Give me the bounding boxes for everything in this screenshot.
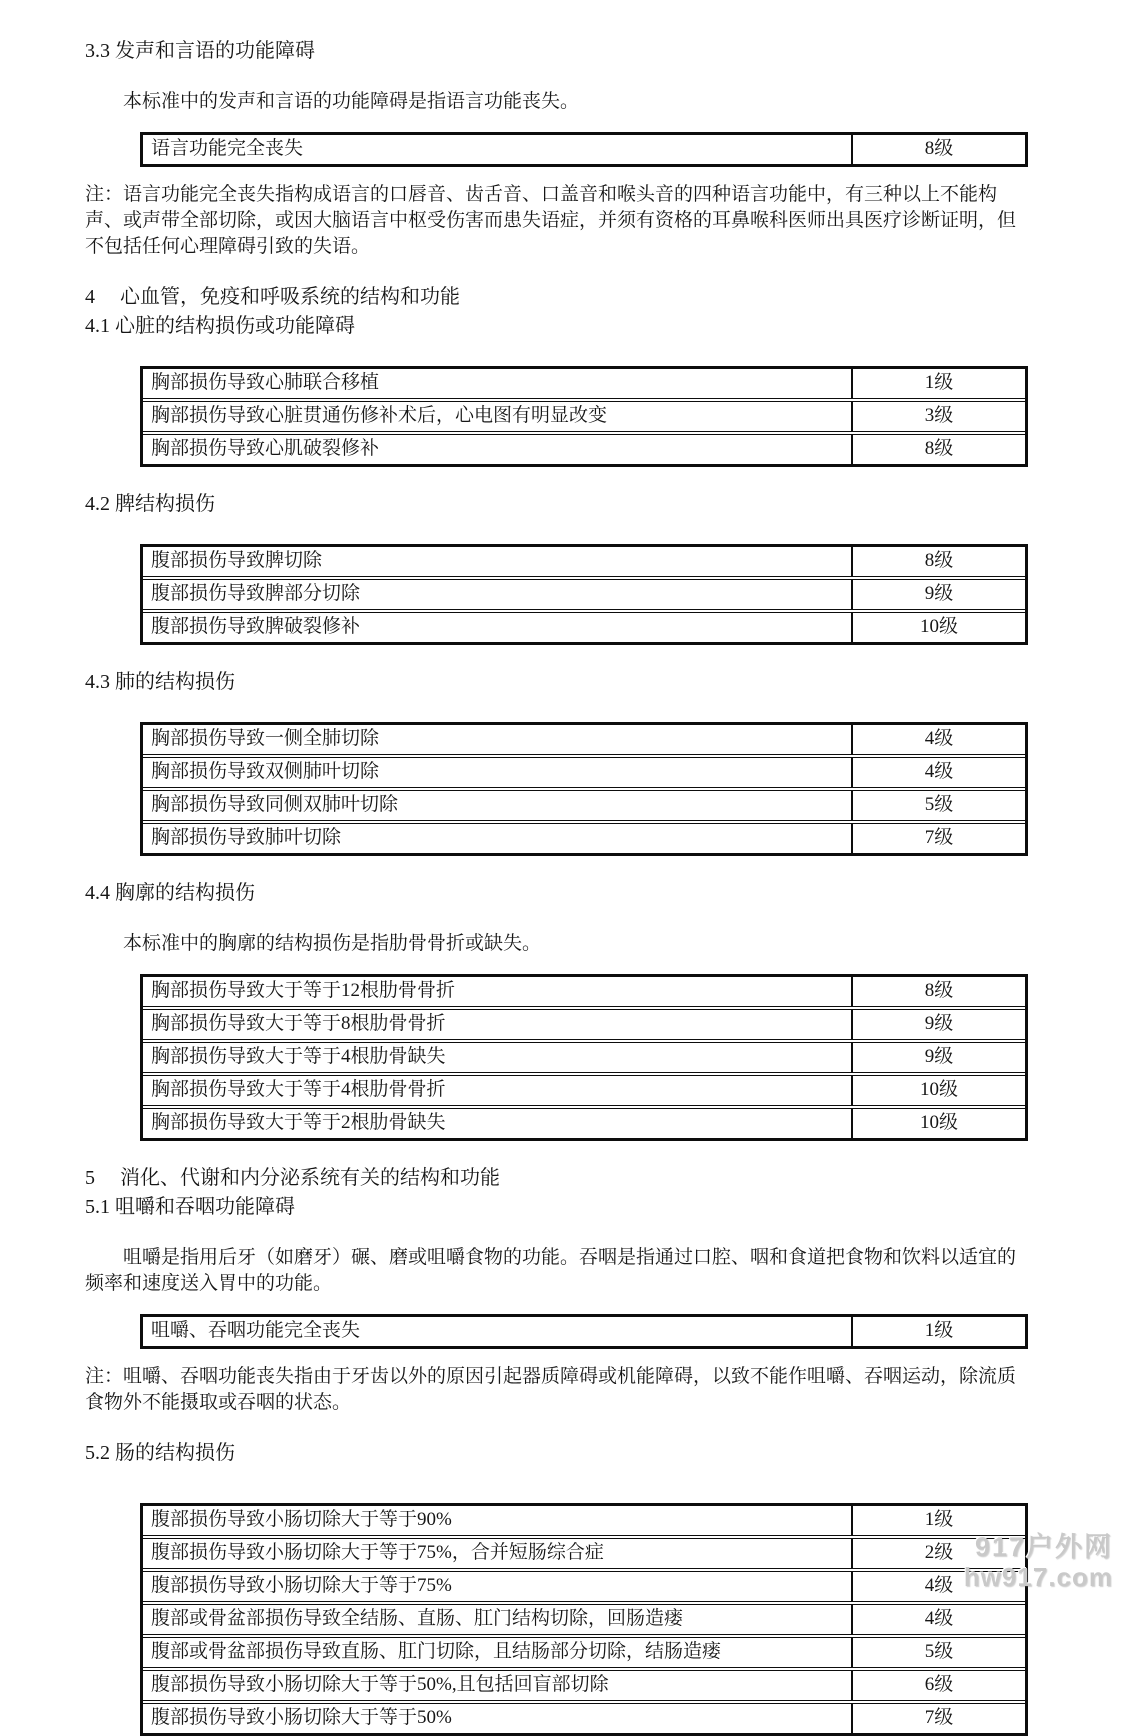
grade-cell: 7级: [924, 827, 954, 848]
table-row: [143, 398, 1025, 431]
table-row: [143, 787, 1025, 820]
grade-cell: 4级: [924, 1575, 954, 1596]
table-row: [143, 1039, 1025, 1072]
section-3-3-intro: 本标准中的发声和言语的功能障碍是指语言功能丧失。: [123, 91, 580, 112]
table-row: [143, 754, 1025, 787]
watermark-site-url: hw917.com: [963, 1562, 1113, 1592]
section-heading-3-3: 3.3 发声和言语的功能障碍: [85, 40, 315, 62]
table-row: [143, 576, 1025, 609]
criterion-cell: 胸部损伤导致大于等于8根肋骨骨折: [143, 1010, 853, 1039]
grade-cell: 8级: [924, 550, 954, 571]
criterion-cell: 胸部损伤导致同侧双肺叶切除: [143, 791, 853, 820]
table-row: [143, 1568, 1025, 1601]
grade-cell: 9级: [924, 1013, 954, 1034]
criterion-cell: 胸部损伤导致双侧肺叶切除: [143, 758, 853, 787]
section-heading-4-2: 4.2 脾结构损伤: [85, 493, 215, 515]
grade-table-4-1: [140, 366, 1028, 467]
grade-cell: 8级: [924, 138, 954, 159]
section-5-1-intro: 咀嚼是指用后牙（如磨牙）碾、磨或咀嚼食物的功能。吞咽是指通过口腔、咽和食道把食物和饮料以适宜的频率和速度送入胃中的功能。: [85, 1247, 1017, 1294]
grade-cell: 1级: [924, 372, 954, 393]
table-row: [143, 1634, 1025, 1667]
site-watermark: [964, 1532, 1113, 1592]
criterion-cell: 腹部损伤导致小肠切除大于等于50%: [143, 1704, 853, 1733]
grade-table-3-3: [140, 132, 1028, 167]
table-row: [143, 1506, 1025, 1535]
table-row: [143, 1072, 1025, 1105]
table-row: [143, 369, 1025, 398]
table-row: [143, 547, 1025, 576]
criterion-cell: 胸部损伤导致大于等于4根肋骨骨折: [143, 1076, 853, 1105]
section-3-3-note: 注：语言功能完全丧失指构成语言的口唇音、齿舌音、口盖音和喉头音的四种语言功能中，有三种以上不能构声、或声带全部切除，或因大脑语言中枢受伤害而患失语症，并须有资格的耳鼻喉科医师出具医疗诊断证明，但不包括任何心理障碍引致的失语。: [85, 184, 1017, 257]
criterion-cell: 胸部损伤导致大于等于12根肋骨骨折: [143, 977, 853, 1006]
grade-cell: 6级: [924, 1674, 954, 1695]
table-row: [143, 609, 1025, 642]
criterion-cell: 胸部损伤导致一侧全肺切除: [143, 725, 853, 754]
grade-cell: 10级: [919, 616, 958, 637]
criterion-cell: 腹部损伤导致脾切除: [143, 547, 853, 576]
table-row: [143, 135, 1025, 164]
table-row: [143, 431, 1025, 464]
section-heading-5-2: 5.2 肠的结构损伤: [85, 1442, 235, 1464]
watermark-site-name: 917户外网: [974, 1532, 1113, 1562]
table-row: [143, 1700, 1025, 1733]
criterion-cell: 胸部损伤导致心脏贯通伤修补术后，心电图有明显改变: [143, 402, 853, 431]
grade-cell: 1级: [924, 1509, 954, 1530]
grade-table-4-3: [140, 722, 1028, 856]
grade-cell: 1级: [924, 1320, 954, 1341]
section-heading-5-1: 5.1 咀嚼和吞咽功能障碍: [85, 1196, 295, 1218]
criterion-cell: 语言功能完全丧失: [143, 135, 853, 164]
grade-table-5-2: [140, 1503, 1028, 1736]
table-row: [143, 1601, 1025, 1634]
grade-table-4-2: [140, 544, 1028, 645]
grade-cell: 9级: [924, 1046, 954, 1067]
table-row: [143, 820, 1025, 853]
grade-cell: 5级: [924, 794, 954, 815]
table-row: [143, 977, 1025, 1006]
criterion-cell: 腹部或骨盆部损伤导致直肠、肛门切除，且结肠部分切除，结肠造瘘: [143, 1638, 853, 1667]
grade-cell: 10级: [919, 1079, 958, 1100]
section-heading-4: 4 心血管，免疫和呼吸系统的结构和功能: [85, 286, 460, 308]
grade-cell: 8级: [924, 980, 954, 1001]
section-heading-4-1: 4.1 心脏的结构损伤或功能障碍: [85, 315, 355, 337]
grade-cell: 4级: [924, 761, 954, 782]
grade-cell: 9级: [924, 583, 954, 604]
grade-table-5-1: [140, 1314, 1028, 1349]
table-row: [143, 1535, 1025, 1568]
table-row: [143, 1006, 1025, 1039]
grade-cell: 2级: [924, 1542, 954, 1563]
grade-cell: 5级: [924, 1641, 954, 1662]
grade-cell: 3级: [924, 405, 954, 426]
table-row: [143, 1317, 1025, 1346]
criterion-cell: 腹部损伤导致小肠切除大于等于75%，合并短肠综合症: [143, 1539, 853, 1568]
criterion-cell: 腹部或骨盆部损伤导致全结肠、直肠、肛门结构切除，回肠造瘘: [143, 1605, 853, 1634]
criterion-cell: 腹部损伤导致小肠切除大于等于90%: [143, 1506, 853, 1535]
criterion-cell: 腹部损伤导致脾部分切除: [143, 580, 853, 609]
criterion-cell: 腹部损伤导致小肠切除大于等于75%: [143, 1572, 853, 1601]
section-heading-4-3: 4.3 肺的结构损伤: [85, 671, 235, 693]
table-row: [143, 1105, 1025, 1138]
table-row: [143, 1667, 1025, 1700]
criterion-cell: 胸部损伤导致心肺联合移植: [143, 369, 853, 398]
criterion-cell: 胸部损伤导致大于等于2根肋骨缺失: [143, 1109, 853, 1138]
criterion-cell: 胸部损伤导致心肌破裂修补: [143, 435, 853, 464]
criterion-cell: 腹部损伤导致小肠切除大于等于50%,且包括回盲部切除: [143, 1671, 853, 1700]
section-heading-5: 5 消化、代谢和内分泌系统有关的结构和功能: [85, 1167, 500, 1189]
grade-cell: 10级: [919, 1112, 958, 1133]
grade-cell: 7级: [924, 1707, 954, 1728]
criterion-cell: 腹部损伤导致脾破裂修补: [143, 613, 853, 642]
grade-table-4-4: [140, 974, 1028, 1141]
criterion-cell: 胸部损伤导致肺叶切除: [143, 824, 853, 853]
section-4-4-intro: 本标准中的胸廓的结构损伤是指肋骨骨折或缺失。: [123, 933, 542, 954]
section-heading-4-4: 4.4 胸廓的结构损伤: [85, 882, 255, 904]
criterion-cell: 胸部损伤导致大于等于4根肋骨缺失: [143, 1043, 853, 1072]
grade-cell: 4级: [924, 728, 954, 749]
grade-cell: 8级: [924, 438, 954, 459]
criterion-cell: 咀嚼、吞咽功能完全丧失: [143, 1317, 853, 1346]
table-row: [143, 725, 1025, 754]
grade-cell: 4级: [924, 1608, 954, 1629]
section-5-1-note: 注：咀嚼、吞咽功能丧失指由于牙齿以外的原因引起器质障碍或机能障碍，以致不能作咀嚼、吞咽运动，除流质食物外不能摄取或吞咽的状态。: [85, 1366, 1017, 1413]
